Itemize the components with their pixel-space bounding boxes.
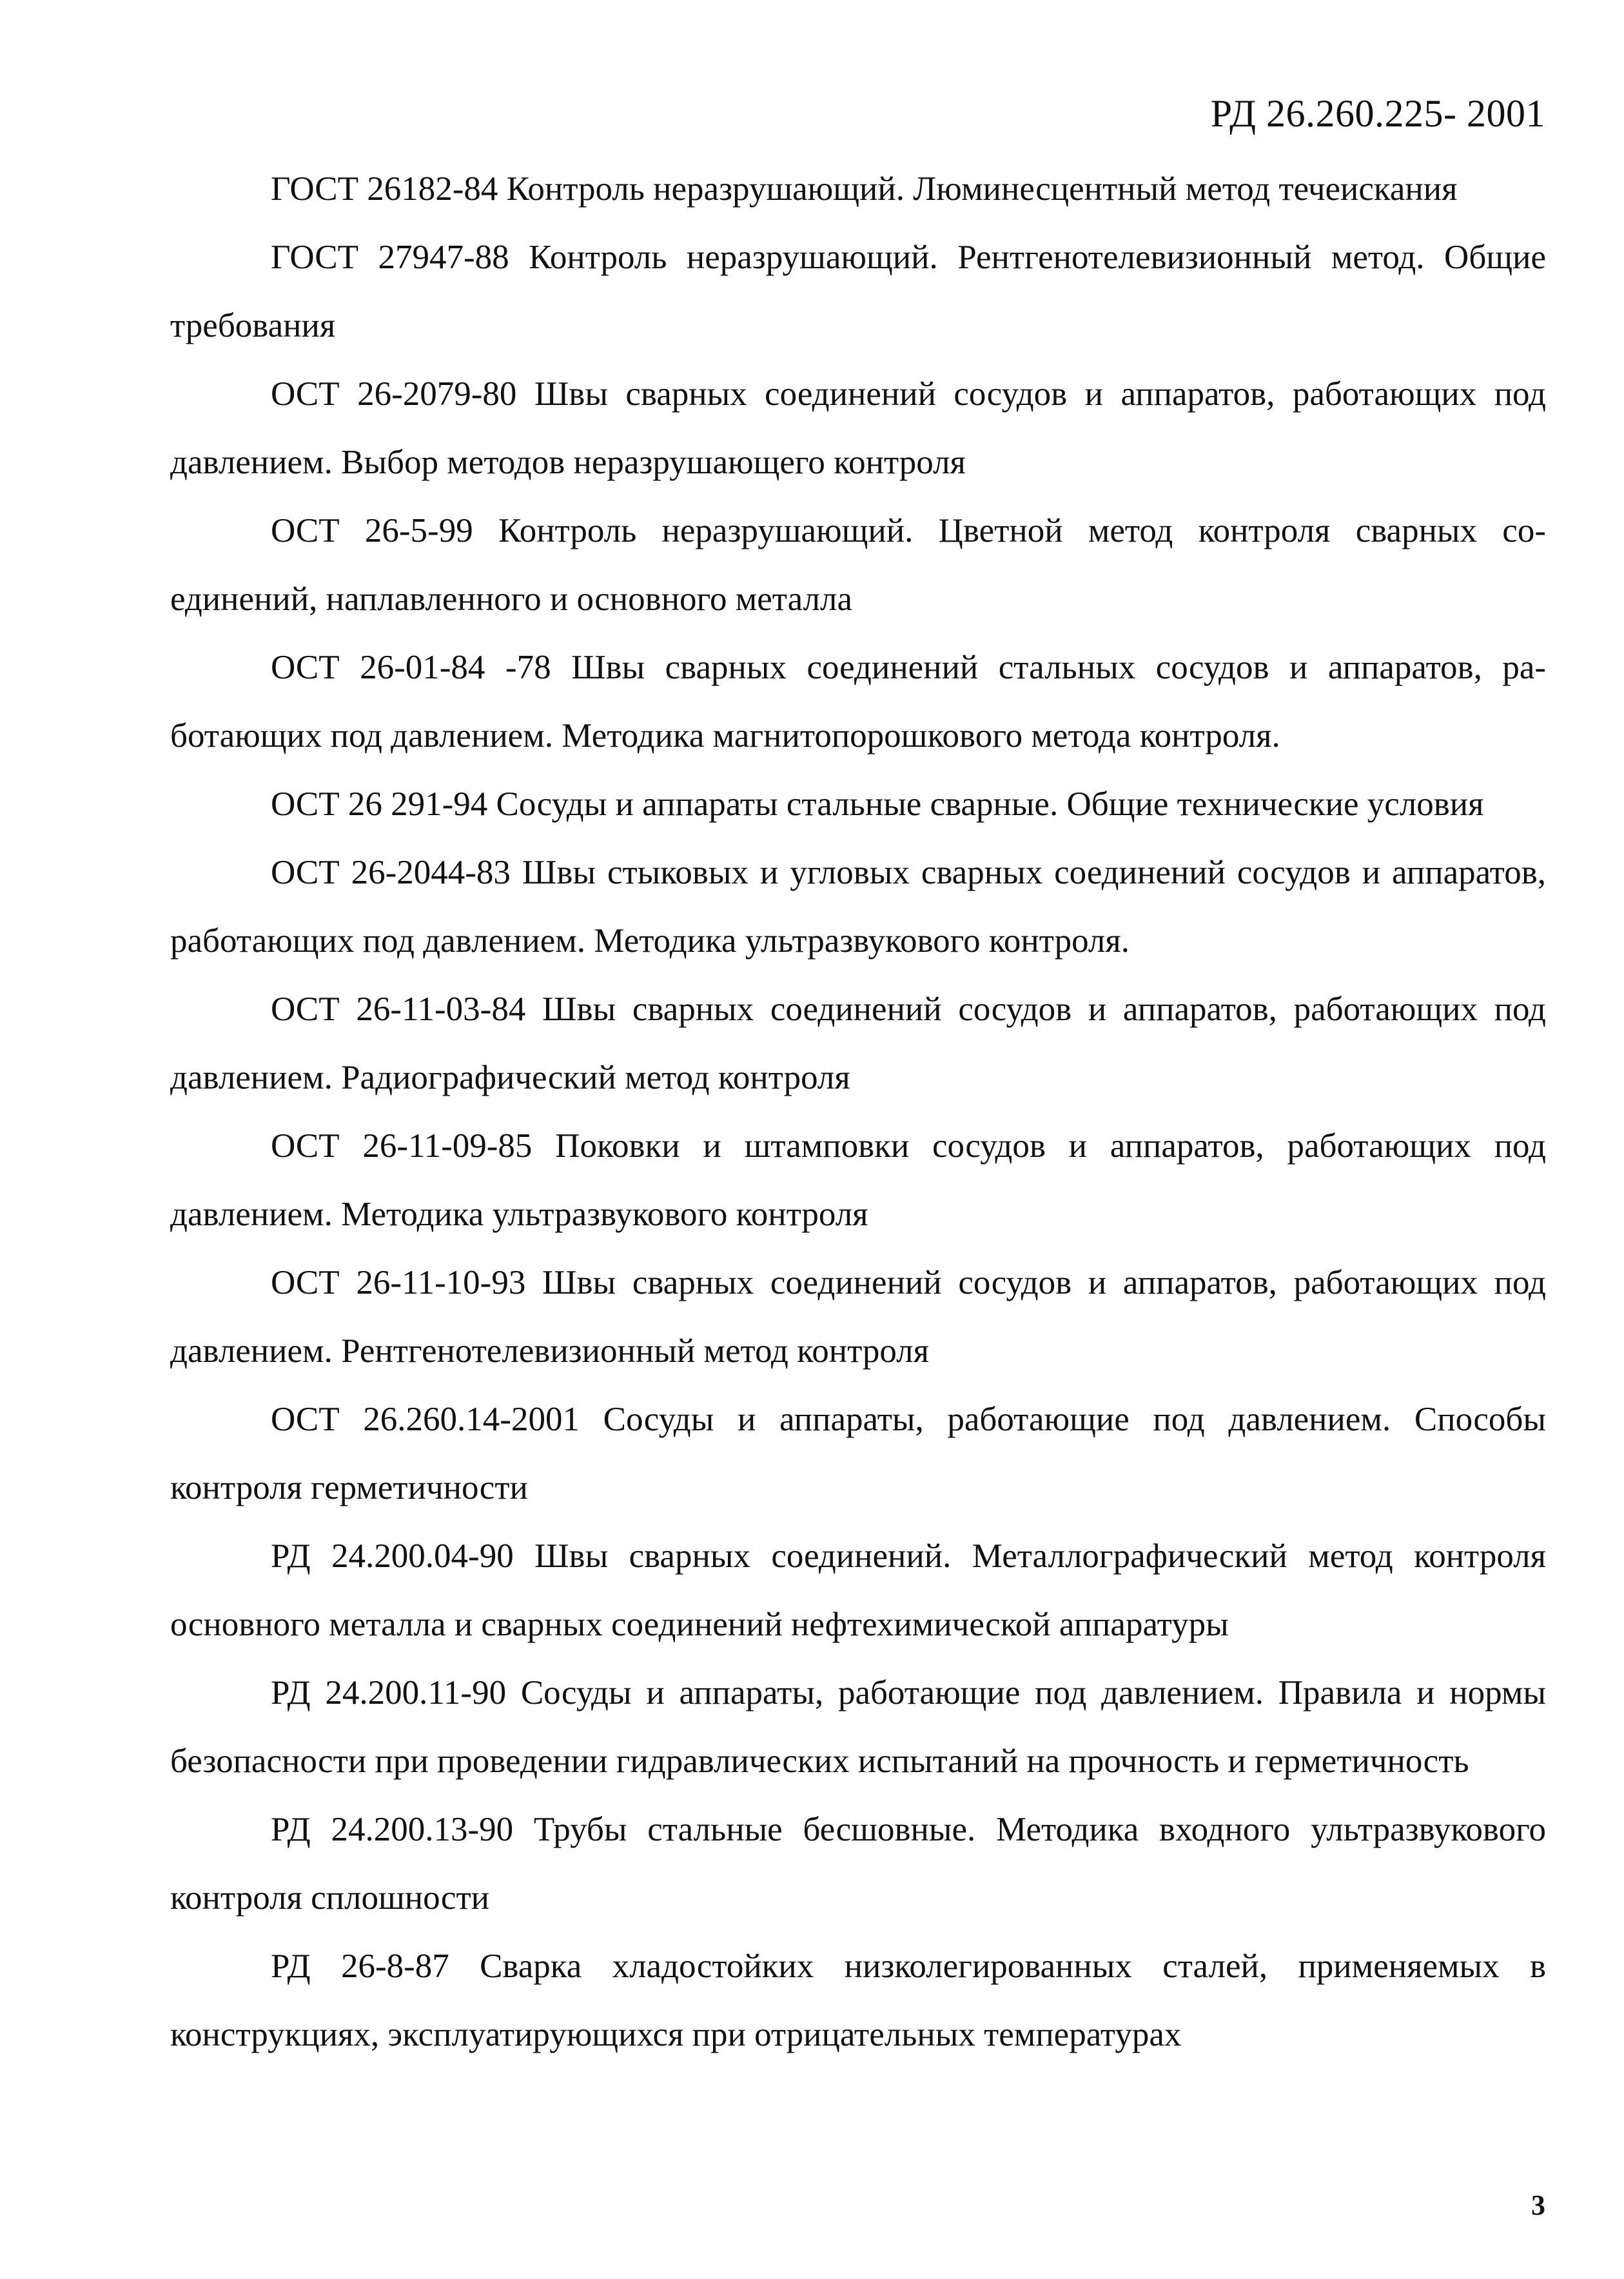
reference-item: РД 24.200.11-90 Сосуды и аппараты, работающие под давлением. Правила и нормы безопасности при проведении гидравлических испытаний на прочность и герметичность: [170, 1674, 1546, 1780]
reference-item: ОСТ 26-11-10-93 Швы сварных соединений сосудов и аппаратов, работающих под давлением. Рентгенотелевизионный метод контроля: [170, 1264, 1546, 1370]
reference-item: ОСТ 26-2044-83 Швы стыковых и угловых сварных соединений сосудов и аппаратов, работающих под давлением. Методика ультразвукового контроля.: [170, 854, 1546, 960]
reference-list: [170, 155, 1546, 2069]
reference-item: ГОСТ 26182-84 Контроль неразрушающий. Люминесцентный метод течеискания: [271, 170, 1458, 208]
reference-item: ГОСТ 27947-88 Контроль неразрушающий. Рентгенотелевизионный метод. Общие требования: [170, 239, 1546, 344]
reference-item: ОСТ 26-5-99 Контроль неразрушающий. Цветной метод контроля сварных соединений, наплавленного и основного металла: [170, 512, 1546, 618]
reference-item: ОСТ 26.260.14-2001 Сосуды и аппараты, работающие под давлением. Способы контроля герметичности: [170, 1401, 1546, 1506]
reference-item: РД 24.200.13-90 Трубы стальные бесшовные. Методика входного ультразвукового контроля сплошности: [170, 1811, 1546, 1917]
reference-item: ОСТ 26 291-94 Сосуды и аппараты стальные сварные. Общие технические условия: [271, 785, 1484, 823]
reference-item: РД 26-8-87 Сварка хладостойких низколегированных сталей, применяемых в конструкциях, эксплуатирующихся при отрицательных температурах: [170, 1948, 1546, 2053]
document-code: РД 26.260.225- 2001: [1210, 92, 1545, 135]
page-number: 3: [1531, 2189, 1545, 2221]
reference-item: ОСТ 26-2079-80 Швы сварных соединений сосудов и аппаратов, работающих под давлением. Выбор методов неразрушающего контроля: [170, 375, 1546, 481]
reference-item: ОСТ 26-11-09-85 Поковки и штамповки сосудов и аппаратов, работающих под давлением. Методика ультразвукового контроля: [170, 1127, 1546, 1233]
reference-item: ОСТ 26-11-03-84 Швы сварных соединений сосудов и аппаратов, работающих под давлением. Радиографический метод контроля: [170, 991, 1546, 1096]
reference-item: ОСТ 26-01-84 -78 Швы сварных соединений стальных сосудов и аппаратов, работающих под давлением. Методика магнитопорошкового метода контроля.: [170, 649, 1546, 755]
reference-item: РД 24.200.04-90 Швы сварных соединений. Металлографический метод контроля основного металла и сварных соединений нефтехимической аппаратуры: [170, 1537, 1546, 1643]
